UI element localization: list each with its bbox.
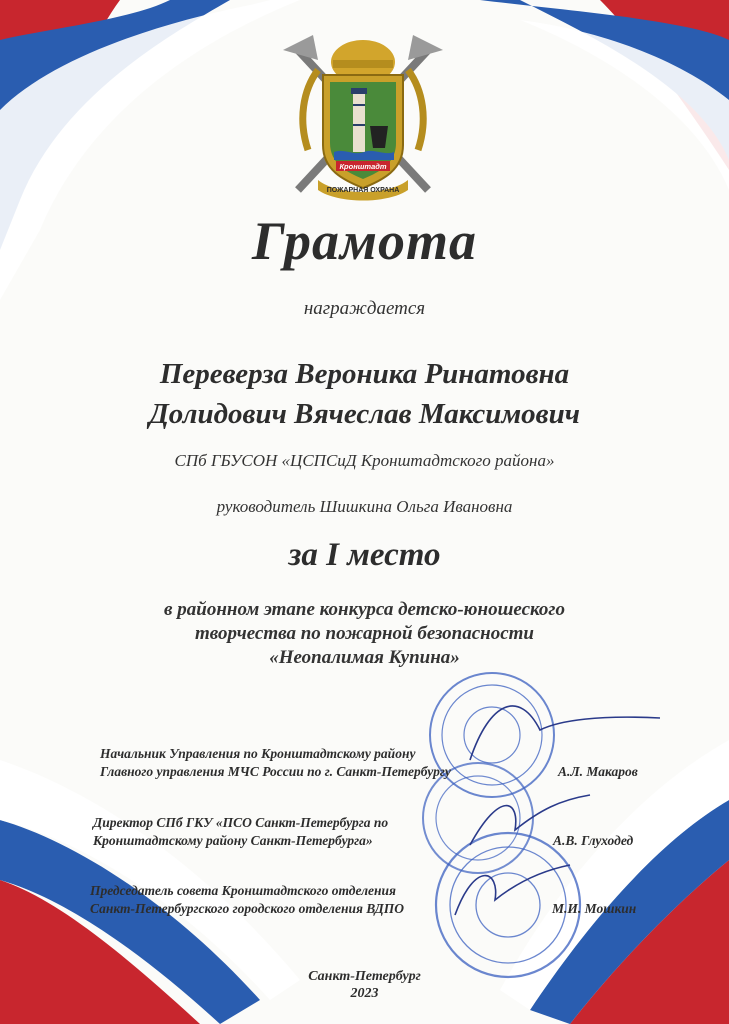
position-line: Директор СПб ГКУ «ПСО Санкт-Петербурга по <box>93 815 389 830</box>
signature-block <box>100 745 660 785</box>
position-line: Кронштадтскому району Санкт-Петербурга» <box>93 833 373 848</box>
signatory-position <box>90 882 404 918</box>
certificate-title: Грамота <box>251 211 478 271</box>
recipient-name: Долидович Вячеслав Максимович <box>149 398 580 430</box>
contest-line: творчества по пожарной безопасности <box>194 623 534 644</box>
signatory-name: А.Л. Макаров <box>558 764 638 779</box>
award-place: за I место <box>288 537 441 573</box>
recipient-name: Переверза Вероника Ринатовна <box>159 358 570 390</box>
place-and-year <box>0 968 729 1002</box>
signature-block <box>90 882 650 922</box>
fire-department-emblem <box>278 30 448 205</box>
signatory-name: А.В. Глуходед <box>553 833 634 848</box>
recipient-names <box>0 354 729 434</box>
organization-name: СПб ГБУСОН «ЦСПСиД Кронштадтского района» <box>174 451 555 470</box>
position-line: Начальник Управления по Кронштадтскому району <box>100 746 416 761</box>
emblem-ribbon-text: Кронштадт <box>339 162 387 171</box>
signatory-position <box>100 745 451 781</box>
contest-line: «Неопалимая Купина» <box>269 647 460 668</box>
awarded-label: награждается <box>303 298 426 319</box>
contest-description <box>0 598 729 670</box>
position-line: Главного управления МЧС России по г. Санкт-Петербургу <box>100 764 451 779</box>
year: 2023 <box>350 986 379 1001</box>
emblem-motto-text: ПОЖАРНАЯ ОХРАНА <box>326 187 400 194</box>
city-name: Санкт-Петербург <box>308 969 421 984</box>
signature-block <box>93 814 653 854</box>
position-line: Председатель совета Кронштадтского отделения <box>90 883 397 898</box>
contest-line: в районном этапе конкурса детско-юношеского <box>164 599 565 620</box>
position-line: Санкт-Петербургского городского отделения ВДПО <box>90 901 405 916</box>
leader-line: руководитель Шишкина Ольга Ивановна <box>216 497 513 516</box>
signatory-name: М.И. Мошкин <box>552 901 637 916</box>
signatory-position <box>93 814 388 850</box>
